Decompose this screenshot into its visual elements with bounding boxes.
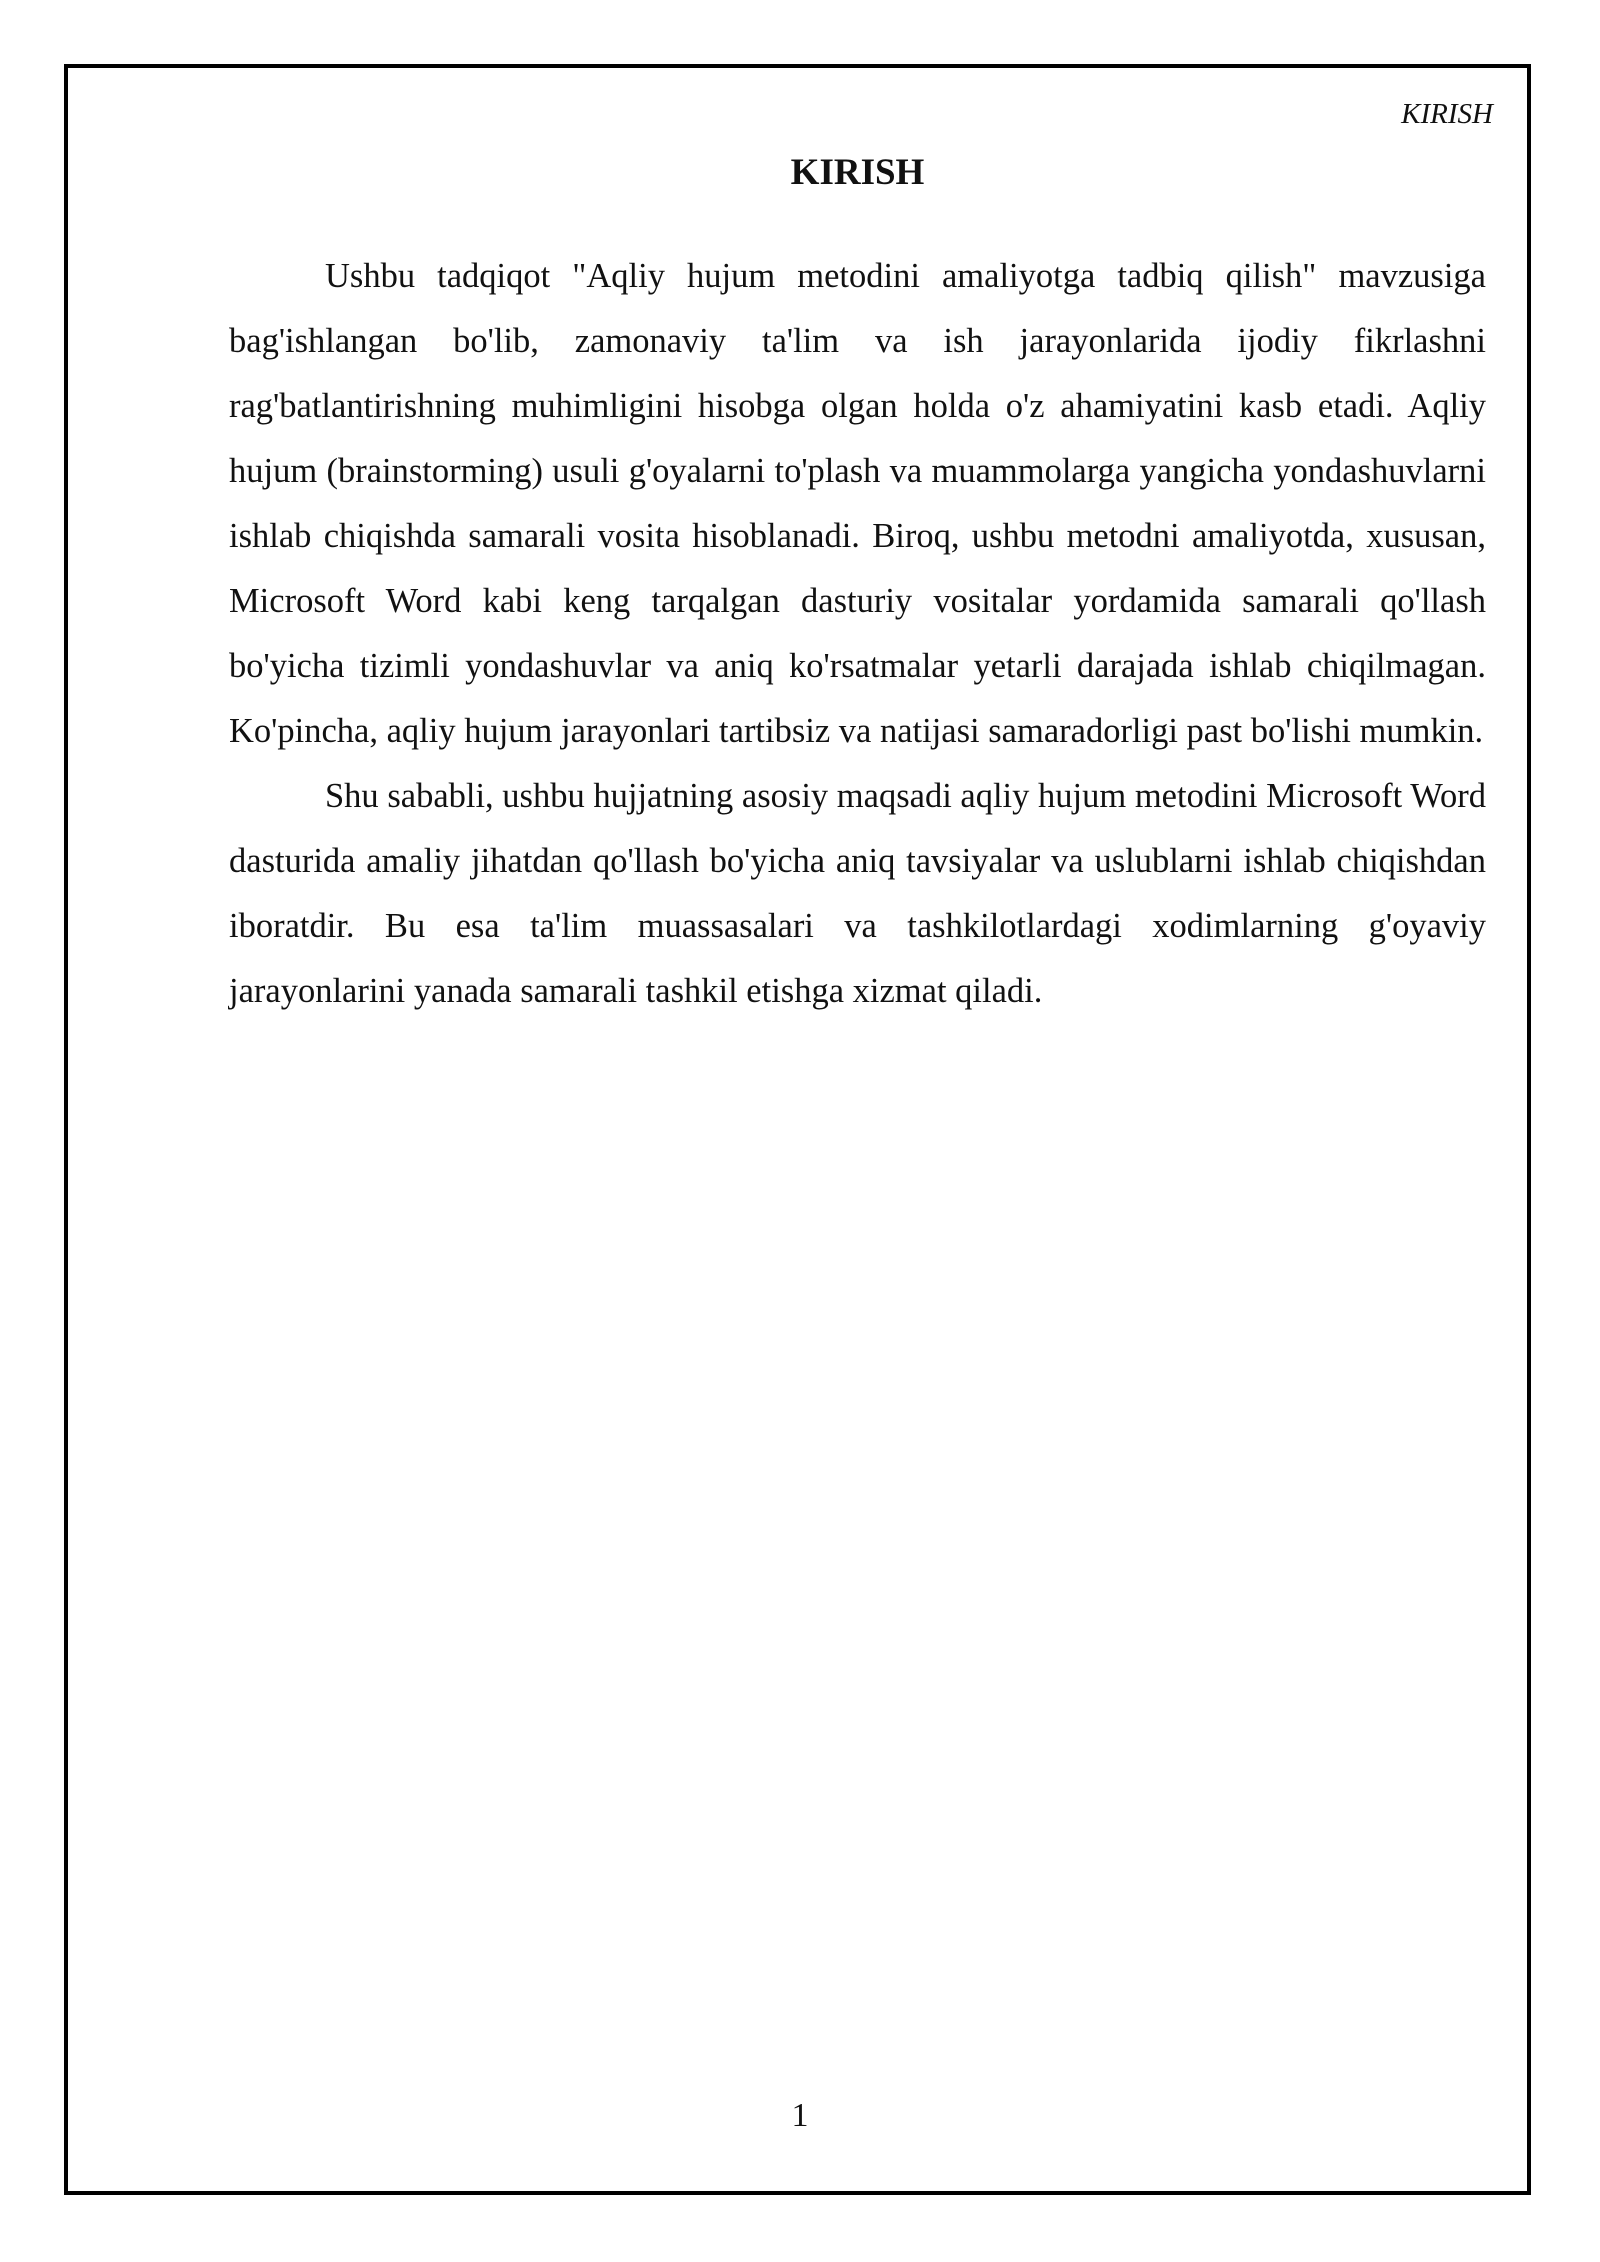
- document-body: [229, 244, 1486, 1024]
- running-header: KIRISH: [1401, 98, 1493, 130]
- page-number: 1: [791, 2097, 809, 2134]
- paragraph: Ushbu tadqiqot "Aqliy hujum metodini amaliyotga tadbiq qilish" mavzusiga bag'ishlangan bo'lib, zamonaviy ta'lim va ish jarayonlarida ijodiy fikrlashni rag'batlantirishning muhimligini hisobga olgan holda o'z ahamiyatini kasb etadi. Aqliy hujum (brainstorming) usuli g'oyalarni to'plash va muammolarga yangicha yondashuvlarni ishlab chiqishda samarali vosita hisoblanadi. Biroq, ushbu metodni amaliyotda, xususan, Microsoft Word kabi keng tarqalgan dasturiy vositalar yordamida samarali qo'llash bo'yicha tizimli yondashuvlar va aniq ko'rsatmalar yetarli darajada ishlab chiqilmagan. Ko'pincha, aqliy hujum jarayonlari tartibsiz va natijasi samaradorligi past bo'lishi mumkin.: [229, 257, 1486, 750]
- document-title: KIRISH: [790, 152, 925, 193]
- paragraph: Shu sababli, ushbu hujjatning asosiy maqsadi aqliy hujum metodini Microsoft Word dasturida amaliy jihatdan qo'llash bo'yicha aniq tavsiyalar va uslublarni ishlab chiqishdan iboratdir. Bu esa ta'lim muassasalari va tashkilotlardagi xodimlarning g'oyaviy jarayonlarini yanada samarali tashkil etishga xizmat qiladi.: [229, 777, 1486, 1010]
